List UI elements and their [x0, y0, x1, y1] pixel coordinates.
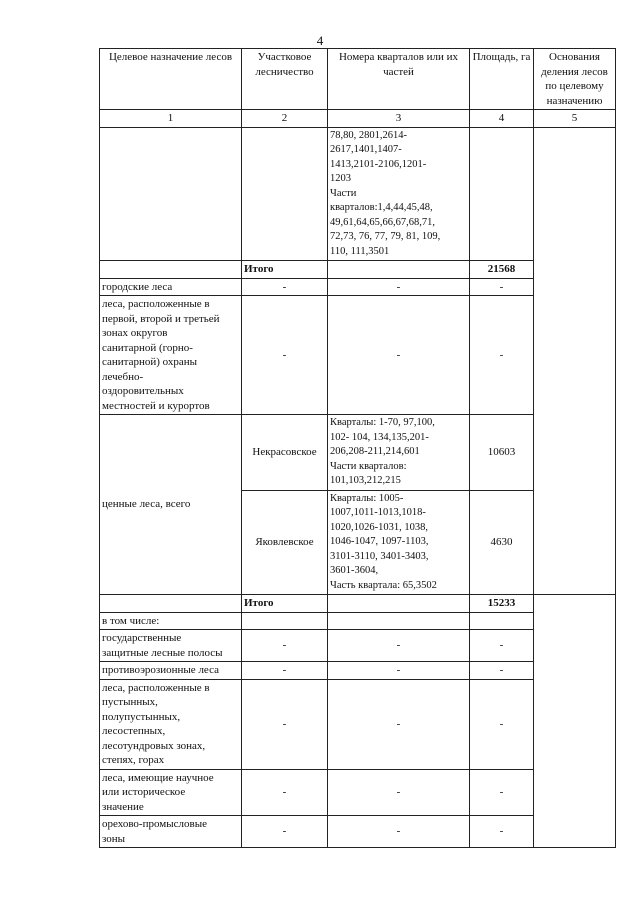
col-number: 4	[470, 110, 534, 128]
purpose-line: степях, горах	[102, 754, 165, 766]
dash-cell: -	[470, 296, 534, 415]
quarters-line: 3601-3604,	[330, 565, 379, 576]
col-number: 1	[100, 110, 242, 128]
purpose-line: или историческое	[102, 786, 186, 798]
dash-cell: -	[242, 662, 328, 680]
quarters-line: кварталов:1,4,44,45,48,	[330, 202, 433, 213]
dash-cell: -	[242, 816, 328, 848]
purpose-cell	[100, 630, 242, 662]
purpose-line: первой, второй и третьей	[102, 312, 220, 325]
header-row	[100, 49, 616, 110]
header-quarters: Номера кварталов или их частей	[328, 49, 470, 110]
dash-cell: -	[328, 278, 470, 296]
quarters-line: Кварталы: 1-70, 97,100,	[330, 417, 435, 428]
dash-cell: -	[328, 816, 470, 848]
quarters-line: Части	[330, 187, 357, 199]
dash-cell: -	[328, 769, 470, 816]
quarters-line: Кварталы: 1005-	[330, 492, 404, 504]
forestry-cell: Некрасовское	[242, 415, 328, 491]
header-area: Площадь, га	[470, 49, 534, 110]
quarters-line: 1413,2101-2106,1201-	[330, 158, 427, 170]
quarters-cell	[328, 261, 470, 279]
dash-cell: -	[328, 679, 470, 769]
dash-cell: -	[242, 278, 328, 296]
dash-cell: -	[328, 630, 470, 662]
purpose-line: полупустынных,	[102, 710, 181, 723]
quarters-line: 1203	[330, 173, 351, 184]
purpose-line: леса, расположенные в	[102, 681, 210, 694]
forestry-cell	[242, 612, 328, 630]
purpose-line: защитные лесные полосы	[102, 646, 223, 659]
quarters-line: 3101-3110, 3401-3403,	[330, 550, 429, 562]
col-number: 5	[534, 110, 616, 128]
quarters-line: 72,73, 76, 77, 79, 81, 109,	[330, 231, 441, 242]
quarters-line: 49,61,64,65,66,67,68,71,	[330, 216, 435, 228]
purpose-cell	[100, 261, 242, 279]
quarters-cell	[328, 490, 470, 595]
total-label: Итого	[242, 595, 328, 613]
forestry-cell: Яковлевское	[242, 490, 328, 595]
quarters-line: 78,80, 2801,2614-	[330, 129, 407, 141]
purpose-cell: противоэрозионные леса	[100, 662, 242, 680]
quarters-line: 102- 104, 134,135,201-	[330, 431, 429, 443]
purpose-line: леса, имеющие научное	[102, 771, 214, 784]
purpose-cell	[100, 296, 242, 415]
col-number: 2	[242, 110, 328, 128]
quarters-line: Часть квартала: 65,3502	[330, 579, 437, 591]
dash-cell: -	[470, 769, 534, 816]
dash-cell: -	[242, 296, 328, 415]
quarters-cell	[328, 127, 470, 261]
purpose-line: значение	[102, 800, 144, 813]
quarters-line: 1046-1047, 1097-1103,	[330, 536, 429, 547]
purpose-cell	[100, 127, 242, 261]
purpose-cell: городские леса	[100, 278, 242, 296]
dash-cell: -	[242, 679, 328, 769]
purpose-line: лесотундровых зонах,	[102, 739, 206, 752]
header-forestry: Участковое лесничество	[242, 49, 328, 110]
forestry-cell	[242, 127, 328, 261]
purpose-cell	[100, 595, 242, 613]
area-cell	[470, 612, 534, 630]
purpose-line: лечебно-	[102, 370, 144, 383]
table-row	[100, 127, 616, 261]
dash-cell: -	[470, 679, 534, 769]
area-cell: 4630	[470, 490, 534, 595]
purpose-line: леса, расположенные в	[102, 298, 210, 310]
basis-cell	[534, 595, 616, 848]
total-label: Итого	[242, 261, 328, 279]
purpose-cell: ценные леса, всего	[100, 415, 242, 595]
dash-cell: -	[242, 630, 328, 662]
quarters-line: 206,208-211,214,601	[330, 446, 420, 457]
purpose-cell	[100, 816, 242, 848]
purpose-line: местностей и курортов	[102, 399, 210, 412]
dash-cell: -	[470, 278, 534, 296]
purpose-line: зоны	[102, 832, 126, 845]
header-basis: Основания деления лесов по целевому назначению	[534, 49, 616, 110]
forest-purpose-table	[99, 48, 616, 848]
basis-cell	[534, 127, 616, 595]
dash-cell: -	[328, 296, 470, 415]
col-number: 3	[328, 110, 470, 128]
purpose-line: санитарной) охраны	[102, 356, 198, 368]
area-cell	[470, 127, 534, 261]
quarters-line: 1007,1011-1013,1018-	[330, 507, 426, 518]
purpose-line: оздоровительных	[102, 385, 184, 397]
purpose-line: санитарной (горно-	[102, 341, 193, 354]
purpose-line: орехово-промысловые	[102, 818, 207, 830]
purpose-cell	[100, 769, 242, 816]
purpose-line: зонах округов	[102, 327, 168, 339]
dash-cell: -	[328, 662, 470, 680]
quarters-line: 2617,1401,1407-	[330, 144, 402, 155]
dash-cell: -	[470, 630, 534, 662]
area-cell: 10603	[470, 415, 534, 491]
quarters-cell	[328, 612, 470, 630]
quarters-line: 1020,1026-1031, 1038,	[330, 521, 428, 533]
purpose-cell: в том числе:	[100, 612, 242, 630]
quarters-line: 101,103,212,215	[330, 475, 401, 486]
purpose-line: лесостепных,	[102, 725, 166, 737]
column-number-row	[100, 110, 616, 128]
header-purpose: Целевое назначение лесов	[100, 49, 242, 110]
dash-cell: -	[242, 769, 328, 816]
purpose-cell	[100, 679, 242, 769]
purpose-line: государственные	[102, 632, 182, 644]
dash-cell: -	[470, 816, 534, 848]
dash-cell: -	[470, 662, 534, 680]
total-area: 21568	[470, 261, 534, 279]
quarters-line: 110, 111,3501	[330, 245, 390, 257]
purpose-line: пустынных,	[102, 696, 158, 708]
page-number: 4	[316, 33, 324, 48]
quarters-cell	[328, 595, 470, 613]
quarters-line: Части кварталов:	[330, 460, 407, 472]
total-area: 15233	[470, 595, 534, 613]
total-row	[100, 595, 616, 613]
quarters-cell	[328, 415, 470, 491]
